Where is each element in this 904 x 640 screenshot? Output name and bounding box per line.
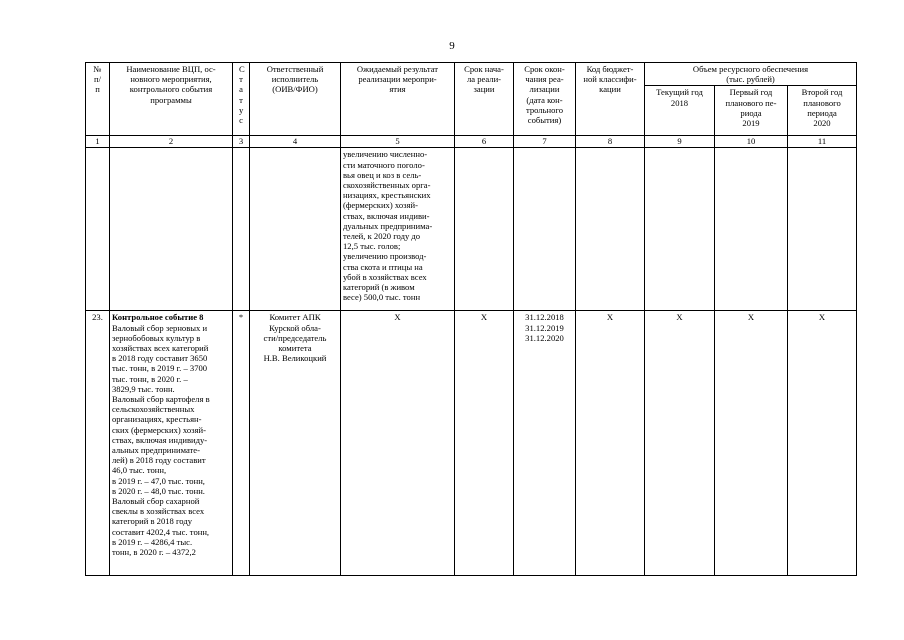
row-number: 23. [86,311,110,576]
column-number: 1 [86,136,110,148]
page-number: 9 [449,40,455,52]
header-status [233,63,250,136]
column-number-row [86,136,857,148]
year-2019-cell: Х [715,311,788,576]
continuation-result: увеличению численно- сти маточного поголо- вья овец и коз в сель- скохозяйственных орга- низациях, крестьянских (фермерских) хозяй- ствах, включая индиви- дуальных предпринима- телей, к 2020 году до 12,5 тыс. голов; увеличению производ- ства скота и птицы на убой в хозяйствах всех категорий (в живом весе) 500,0 тыс. тонн [341,148,455,311]
header-result: Ожидаемый результат реализации меропри- ятия [341,63,455,136]
program-table [85,62,857,576]
event-title: Контрольное событие 8 [112,312,204,323]
header-name: Наименование ВЦП, ос- новного мероприятия, контрольного события программы [110,63,233,136]
header-year-2019: Первый год планового пе- риода 2019 [715,86,788,136]
column-number: 3 [233,136,250,148]
status-cell: * [233,311,250,576]
column-number: 11 [788,136,857,148]
header-year-2018: Текущий год 2018 [645,86,715,136]
year-2018-cell: Х [645,311,715,576]
column-number: 4 [250,136,341,148]
column-number: 5 [341,136,455,148]
result-cell: Х [341,311,455,576]
header-number: № п/ п [86,63,110,136]
end-dates-cell: 31.12.2018 31.12.2019 31.12.2020 [514,311,576,576]
header-resource-group: Объем ресурсного обеспечения (тыс. рублей) [645,63,857,86]
header-budget-code: Код бюджет- ной классифи- кации [576,63,645,136]
header-status-text: Статус [239,64,245,126]
header-row-1 [86,63,857,86]
column-number: 2 [110,136,233,148]
header-end: Срок окон- чания реа- лизации (дата кон- трольного события) [514,63,576,136]
column-number: 10 [715,136,788,148]
header-start: Срок нача- ла реали- зации [455,63,514,136]
continuation-row [86,148,857,311]
executor-cell: Комитет АПК Курской обла- сти/председатель комитета Н.В. Великоцкий [250,311,341,576]
column-number: 7 [514,136,576,148]
column-number: 6 [455,136,514,148]
header-executor: Ответственный исполнитель (ОИВ/ФИО) [250,63,341,136]
column-number: 8 [576,136,645,148]
budget-code-cell: Х [576,311,645,576]
event-name-cell [110,311,233,576]
event-description: Валовый сбор зерновых и зернобобовых культур в хозяйствах всех категорий в 2018 году составит 3650 тыс. тонн, в 2019 г. – 3700 тыс. тонн, в 2020 г. – 3829,9 тыс. тонн. Валовый сбор картофеля в сельскохозяйственных организациях, крестьян- ских (фермерских) хозяй- ствах, включая индивиду- альных предпринимате- лей) в 2018 году составит 46,0 тыс. тонн, в 2019 г. – 47,0 тыс. тонн, в 2020 г. – 48,0 тыс. тонн. Валовый сбор сахарной свеклы в хозяйствах всех категорий в 2018 году составит 4202,4 тыс. тонн, в 2019 г. – 4286,4 тыс. тонн, в 2020 г. – 4372,2 [112,322,210,558]
column-number: 9 [645,136,715,148]
start-cell: Х [455,311,514,576]
table-row-23 [86,311,857,576]
header-year-2020: Второй год планового периода 2020 [788,86,857,136]
year-2020-cell: Х [788,311,857,576]
